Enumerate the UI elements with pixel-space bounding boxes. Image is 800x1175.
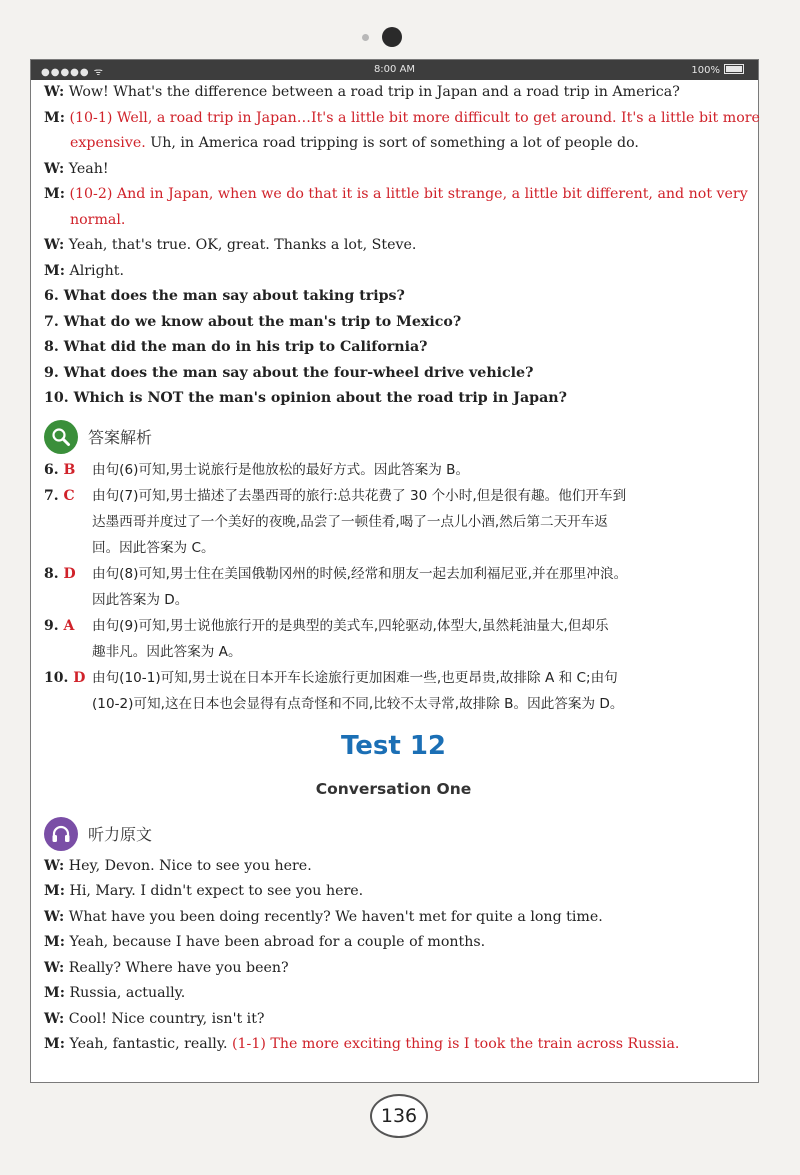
answer-text: 回。因此答案为 C。 [92,539,215,556]
dialogue-text: What have you been doing recently? We haven't met for quite a long time. [68,908,603,925]
question-10: 10. Which is NOT the man's opinion about the road trip in Japan? [44,390,567,406]
answer-7 [44,483,743,561]
tablet-frame [30,59,759,1083]
dialogue-text: Yeah! [68,160,109,177]
dialogue-text: Yeah, that's true. OK, great. Thanks a lot, Steve. [68,237,417,253]
headphones-icon [44,817,78,851]
answer-6 [44,457,743,483]
answer-text: 由句(9)可知,男士说他旅行开的是典型的美式车,四轮驱动,体型大,虽然耗油量大,但却乐 [92,617,609,634]
magnifier-icon [44,420,78,454]
answer-letter: D [73,669,86,686]
dialogue-line [44,956,743,982]
speaker-label: M: [44,186,65,202]
speaker-label: W: [44,857,65,874]
answer-letter: D [63,565,76,582]
dialogue-text: Hi, Mary. I didn't expect to see you here. [69,883,364,899]
page-number: 136 [370,1094,428,1138]
answer-number: 10. [44,669,69,686]
speaker-label: W: [44,84,65,100]
highlighted-text: (10-2) And in Japan, when we do that it is a little bit strange, a little bit different, and not very [69,186,748,202]
dialogue-line-cont [44,131,743,157]
speaker-label: M: [44,883,65,899]
dialogue-line [44,854,743,880]
battery-percent: 100% [691,65,720,76]
answer-number: 6. [44,461,59,478]
dialogue-text: Really? Where have you been? [68,959,289,976]
dialogue-line [44,80,743,106]
answer-number: 8. [44,565,59,582]
speaker-label: M: [44,985,65,1001]
dialogue-text: Yeah, fantastic, really. [69,1036,232,1052]
answers-section-header [44,417,743,457]
speaker-label: M: [44,262,65,279]
test-title: Test 12 [340,730,447,761]
highlighted-text: expensive. [70,135,146,151]
speaker-label: W: [44,1010,65,1027]
dialogue-line [44,879,743,905]
question-8: 8. What did the man do in his trip to California? [44,339,428,355]
dialogue-text: Uh, in America road tripping is sort of something a lot of people do. [145,135,639,151]
answer-text: 因此答案为 D。 [92,591,189,608]
question-6: 6. What does the man say about taking trips? [44,288,405,304]
transcript-section-title: 听力原文 [88,825,153,844]
dialogue-line [44,106,760,132]
dialogue-line-cont [44,208,743,234]
status-time: 8:00 AM [373,64,416,75]
dialogue-text: Hey, Devon. Nice to see you here. [68,857,312,874]
answer-text: 由句(6)可知,男士说旅行是他放松的最好方式。因此答案为 B。 [92,461,470,478]
dialogue-line [44,157,743,183]
answer-text: 由句(8)可知,男士住在美国俄勒冈州的时候,经常和朋友一起去加利福尼亚,并在那里冲浪。 [92,565,628,582]
answer-text: 由句(7)可知,男士描述了去墨西哥的旅行:总共花费了 30 个小时,但是很有趣。他们开车到 [92,487,627,504]
speaker-label: M: [44,934,65,950]
dialogue-line [44,1007,743,1033]
question-9: 9. What does the man say about the four-wheel drive vehicle? [44,364,534,381]
signal-indicator: ●●●●● ᯤ [41,67,104,78]
highlighted-text: normal. [70,211,126,228]
answer-8 [44,561,743,613]
battery-status [691,64,744,76]
conversation-title: Conversation One [315,779,472,798]
answer-number: 7. [44,487,59,504]
dialogue-line [44,905,743,931]
answers-section-title: 答案解析 [88,428,153,447]
highlighted-text: (10-1) Well, a road trip in Japan…It's a little bit more difficult to get around. It's a little bit more [69,109,760,126]
answer-number: 9. [44,617,59,634]
answer-letter: B [63,461,76,478]
answer-text: 由句(10-1)可知,男士说在日本开车长途旅行更加困难一些,也更昂贵,故排除 A 和 C;由句 [92,669,618,686]
speaker-label: W: [44,959,65,976]
transcript-section-header [44,814,743,854]
battery-icon [724,64,744,74]
dialogue-line [44,1032,743,1058]
highlighted-text: (1-1) The more exciting thing is I took the train across Russia. [231,1036,680,1052]
page-content [31,80,758,1058]
answer-9 [44,613,743,665]
speaker-label: M: [44,1036,65,1052]
speaker-label: M: [44,109,65,126]
answer-text: (10-2)可知,这在日本也会显得有点奇怪和不同,比较不太寻常,故排除 B。因此答案为 D。 [92,695,624,712]
speaker-label: W: [44,908,65,925]
dialogue-text: Yeah, because I have been abroad for a couple of months. [69,934,486,950]
status-bar [31,60,758,80]
dialogue-line [44,981,743,1007]
dialogue-text: Alright. [69,262,125,279]
dialogue-line [44,930,743,956]
speaker-label: W: [44,237,65,253]
dialogue-text: Cool! Nice country, isn't it? [68,1010,265,1027]
dialogue-text: Wow! What's the difference between a road trip in Japan and a road trip in America? [68,84,680,100]
answer-10 [44,665,743,717]
page-dot-active[interactable] [382,27,402,47]
answer-letter: C [63,487,75,504]
question-7: 7. What do we know about the man's trip to Mexico? [44,313,462,330]
answer-text: 达墨西哥并度过了一个美好的夜晚,品尝了一顿佳肴,喝了一点儿小酒,然后第二天开车返 [92,513,608,530]
page-indicator [0,27,800,47]
dialogue-line [44,233,743,259]
dialogue-line [44,259,743,285]
page-dot-inactive[interactable] [362,34,369,41]
dialogue-text: Russia, actually. [69,985,186,1001]
speaker-label: W: [44,160,65,177]
answer-text: 趣非凡。因此答案为 A。 [92,643,242,660]
dialogue-line [44,182,748,208]
answer-letter: A [63,617,75,634]
